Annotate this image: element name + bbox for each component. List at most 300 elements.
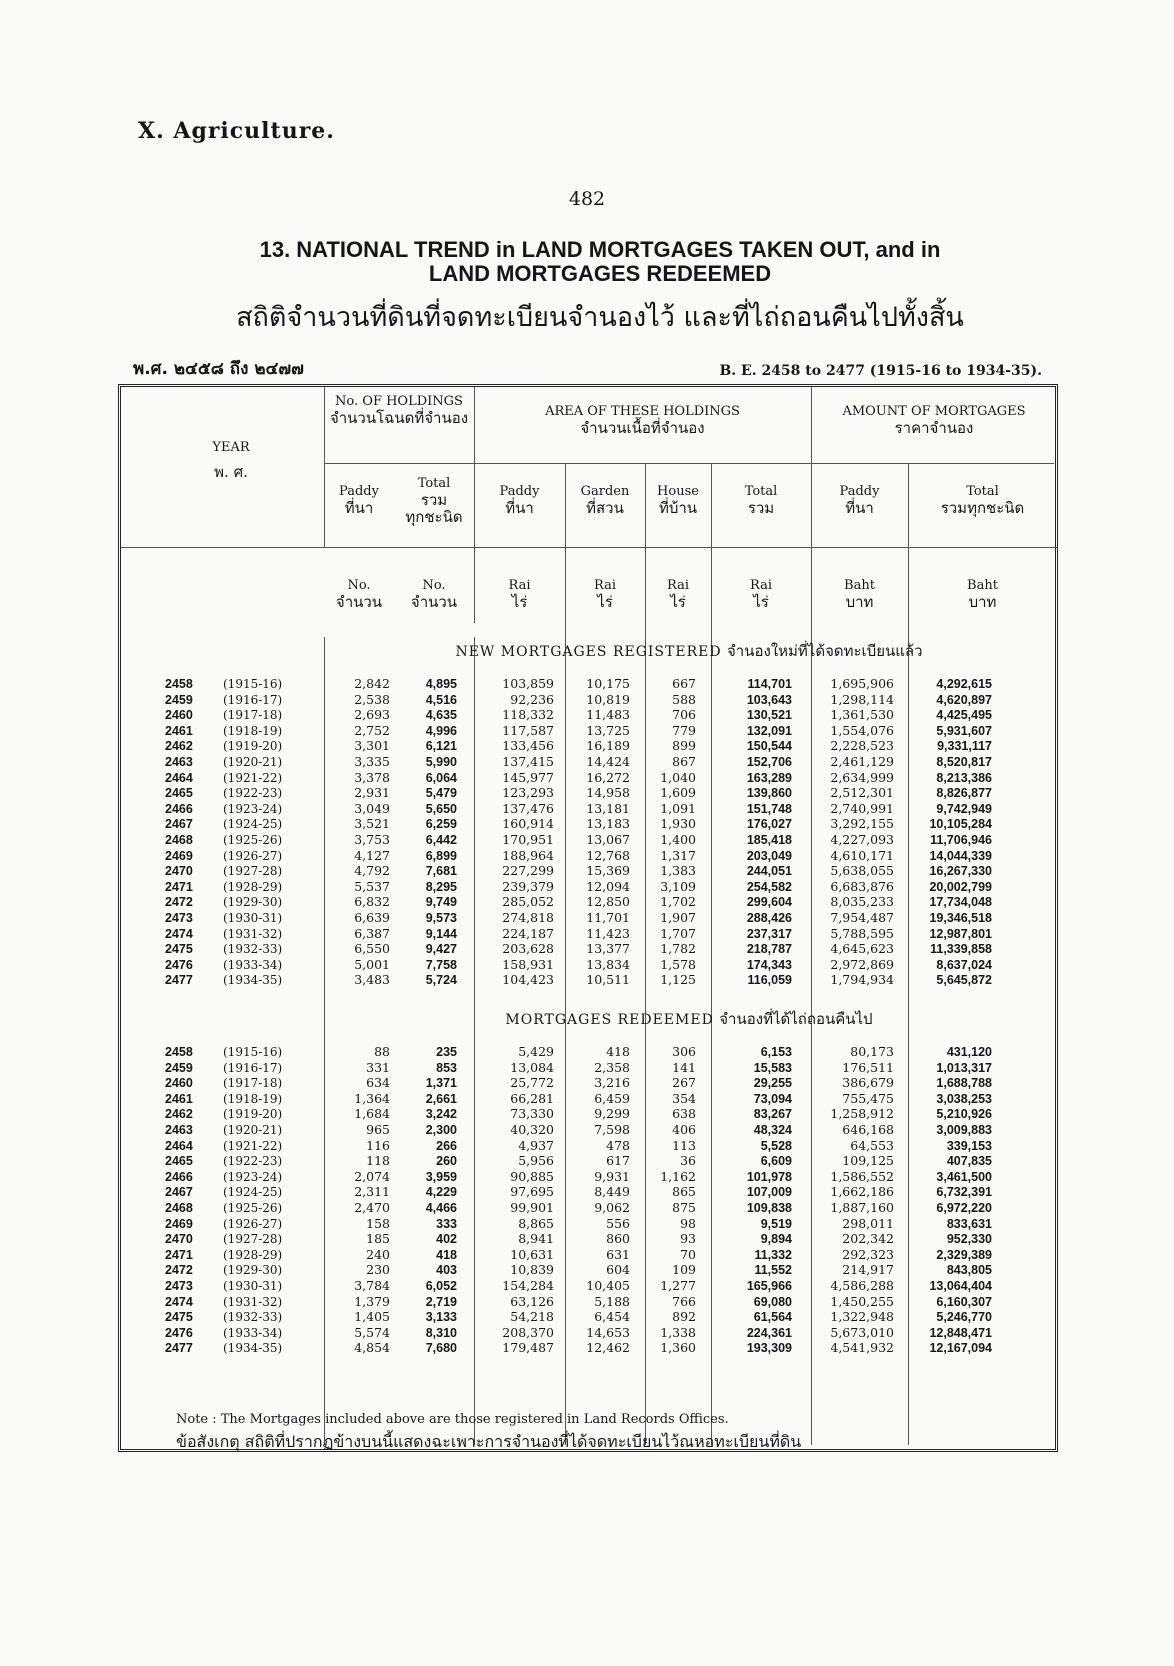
- table-row: [0, 770, 1060, 786]
- paddy-amount-cell: 1,662,186: [830, 1184, 894, 1200]
- paddy-area-cell: 137,476: [502, 800, 554, 816]
- total-holdings-cell: 8,310: [425, 1325, 457, 1340]
- paddy-holdings-cell: 230: [366, 1262, 390, 1278]
- year-be-cell: 2472: [165, 895, 193, 910]
- unit-paddy-baht: Baht บาท: [844, 578, 875, 611]
- house-area-cell: 1,609: [660, 785, 696, 801]
- paddy-holdings-cell: 6,550: [354, 941, 390, 957]
- paddy-amount-cell: 1,450,255: [830, 1293, 894, 1309]
- year-be-cell: 2472: [165, 1263, 193, 1278]
- garden-area-cell: 11,423: [586, 925, 630, 941]
- garden-area-cell: 9,062: [594, 1200, 630, 1215]
- paddy-amount-cell: 386,679: [842, 1075, 894, 1091]
- year-be-cell: 2458: [165, 1045, 193, 1059]
- paddy-holdings-cell: 6,387: [354, 925, 390, 941]
- total-amount-cell: 17,734,048: [929, 895, 992, 910]
- holdings-header: [324, 393, 474, 427]
- total-area-cell: 73,094: [753, 1091, 792, 1106]
- paddy-area-cell: 40,320: [510, 1122, 554, 1137]
- paddy-area-cell: 104,423: [502, 972, 554, 988]
- year-ce-cell: (1926-27): [223, 848, 283, 863]
- total-amount-cell: 12,167,094: [929, 1341, 992, 1356]
- total-amount-cell: 3,461,500: [936, 1169, 992, 1184]
- paddy-amount-cell: 176,511: [842, 1059, 894, 1075]
- total-holdings-cell: 6,052: [425, 1279, 457, 1293]
- house-area-cell: 1,782: [660, 941, 696, 957]
- garden-area-cell: 617: [606, 1153, 630, 1169]
- house-area-cell: 1,277: [660, 1278, 696, 1293]
- total-holdings-cell: 6,064: [425, 770, 457, 785]
- holdings-header-th: จำนวนโฉนดที่จำนอง: [329, 409, 469, 427]
- paddy-area-cell: 10,631: [510, 1246, 554, 1262]
- table-row: [0, 692, 1060, 708]
- total-area-cell: 101,978: [746, 1169, 792, 1184]
- total-area-cell: 174,343: [746, 957, 792, 972]
- table-row: [0, 1216, 1060, 1232]
- house-area-cell: 70: [680, 1246, 696, 1262]
- paddy-area-cell: 4,937: [518, 1137, 554, 1153]
- year-be-cell: 2460: [165, 1076, 193, 1091]
- total-area-cell: 83,267: [753, 1107, 792, 1122]
- house-area-cell: 1,162: [660, 1168, 696, 1184]
- total-area-cell: 151,748: [746, 801, 792, 816]
- house-area-cell: 306: [672, 1044, 696, 1059]
- paddy-holdings-cell: 2,074: [354, 1168, 390, 1184]
- table-row: [0, 723, 1060, 739]
- total-amount-cell: 12,848,471: [929, 1325, 992, 1340]
- paddy-amount-cell: 8,035,233: [830, 894, 894, 910]
- year-ce-cell: (1922-23): [223, 1154, 283, 1169]
- house-area-cell: 706: [672, 707, 696, 723]
- unit-house-rai: Rai ไร่: [667, 578, 689, 611]
- year-ce-cell: (1917-18): [223, 1076, 283, 1091]
- house-area-cell: 1,400: [660, 832, 696, 847]
- paddy-holdings-cell: 3,378: [354, 769, 390, 785]
- paddy-holdings-cell: 2,752: [354, 722, 390, 738]
- garden-area-cell: 604: [606, 1262, 630, 1278]
- year-be-cell: 2470: [165, 1232, 193, 1247]
- total-area-cell: 15,583: [753, 1060, 792, 1075]
- total-area-cell: 6,609: [760, 1154, 792, 1169]
- paddy-amount-cell: 1,695,906: [830, 676, 894, 691]
- paddy-area-cell: 224,187: [502, 925, 554, 941]
- paddy-holdings-cell: 6,639: [354, 910, 390, 925]
- total-holdings-cell: 4,516: [425, 692, 457, 707]
- house-area-cell: 892: [672, 1309, 696, 1325]
- paddy-holdings-cell: 158: [366, 1215, 390, 1231]
- table-row: [0, 1075, 1060, 1091]
- table-row: [0, 1231, 1060, 1247]
- house-area-cell: 1,707: [660, 925, 696, 941]
- year-be-cell: 2474: [165, 926, 193, 941]
- total-amount-cell: 9,331,117: [937, 739, 992, 754]
- table-row: [0, 738, 1060, 754]
- total-amount-cell: 16,267,330: [929, 864, 992, 879]
- paddy-area-cell: 170,951: [502, 832, 554, 847]
- garden-area-cell: 10,175: [586, 676, 630, 691]
- unit-paddy-rai: Rai ไร่: [508, 578, 531, 611]
- year-ce-cell: (1923-24): [223, 801, 283, 816]
- table-row: [0, 1262, 1060, 1278]
- amount-header-en: AMOUNT OF MORTGAGES: [842, 404, 1026, 419]
- year-be-cell: 2477: [165, 973, 193, 988]
- garden-area-cell: 14,653: [586, 1324, 630, 1340]
- paddy-area-cell: 274,818: [502, 910, 554, 925]
- paddy-amount-cell: 1,258,912: [830, 1106, 894, 1122]
- table-row: [0, 1294, 1060, 1310]
- table-row: [0, 863, 1060, 879]
- garden-area-cell: 12,768: [586, 847, 630, 863]
- area-header-en: AREA OF THESE HOLDINGS: [545, 404, 740, 419]
- table-row: [0, 676, 1060, 692]
- year-ce-cell: (1919-20): [223, 739, 283, 754]
- col-head-paddy-area: Paddy ที่นา: [499, 484, 540, 517]
- table-row: [0, 707, 1060, 723]
- house-area-cell: 766: [672, 1293, 696, 1309]
- subtitle-be: B. E. 2458 to 2477 (1915-16 to 1934-35).: [719, 363, 1042, 379]
- year-be-cell: 2463: [165, 755, 193, 769]
- paddy-area-cell: 179,487: [502, 1340, 554, 1356]
- total-amount-cell: 4,292,615: [936, 677, 992, 691]
- year-ce-cell: (1928-29): [223, 1247, 283, 1262]
- paddy-area-cell: 97,695: [510, 1184, 554, 1200]
- page-title: [150, 238, 1050, 286]
- house-area-cell: 638: [672, 1106, 696, 1122]
- paddy-amount-cell: 2,512,301: [830, 785, 894, 801]
- house-area-cell: 354: [672, 1090, 696, 1106]
- paddy-amount-cell: 64,553: [850, 1137, 894, 1153]
- total-amount-cell: 339,153: [946, 1138, 992, 1153]
- total-area-cell: 254,582: [746, 879, 792, 894]
- paddy-holdings-cell: 2,311: [354, 1184, 390, 1200]
- house-area-cell: 875: [672, 1200, 696, 1215]
- total-holdings-cell: 1,371: [425, 1076, 457, 1091]
- year-be-cell: 2467: [165, 817, 193, 832]
- year-ce-cell: (1933-34): [223, 1325, 283, 1340]
- total-area-cell: 224,361: [746, 1325, 792, 1340]
- total-holdings-cell: 9,573: [425, 911, 457, 925]
- paddy-holdings-cell: 3,753: [354, 832, 390, 847]
- paddy-holdings-cell: 2,693: [354, 707, 390, 723]
- garden-area-cell: 16,189: [586, 738, 630, 754]
- total-amount-cell: 11,339,858: [930, 942, 992, 957]
- paddy-area-cell: 188,964: [502, 847, 554, 863]
- total-amount-cell: 12,987,801: [929, 926, 992, 941]
- paddy-holdings-cell: 1,405: [354, 1309, 390, 1325]
- unit-total-no: No. จำนวน: [410, 578, 458, 611]
- paddy-area-cell: 123,293: [502, 785, 554, 801]
- year-header-th: พ. ศ.: [214, 463, 248, 481]
- house-area-cell: 406: [672, 1122, 696, 1137]
- paddy-holdings-cell: 185: [366, 1231, 390, 1247]
- year-ce-cell: (1932-33): [223, 1310, 283, 1325]
- house-area-cell: 1,360: [660, 1340, 696, 1356]
- year-ce-cell: (1918-19): [223, 1091, 283, 1106]
- total-area-cell: 11,332: [754, 1247, 792, 1262]
- garden-area-cell: 13,067: [586, 832, 630, 847]
- garden-area-cell: 7,598: [594, 1122, 630, 1137]
- table-row: [0, 1169, 1060, 1185]
- year-be-cell: 2474: [165, 1294, 193, 1309]
- total-amount-cell: 11,706,946: [930, 833, 992, 847]
- house-area-cell: 1,702: [660, 894, 696, 910]
- paddy-holdings-cell: 2,842: [354, 676, 390, 691]
- total-amount-cell: 431,120: [946, 1045, 992, 1059]
- year-be-cell: 2464: [165, 770, 193, 785]
- paddy-area-cell: 160,914: [502, 816, 554, 832]
- year-be-cell: 2459: [165, 1060, 193, 1075]
- garden-area-cell: 10,819: [586, 691, 630, 707]
- total-area-cell: 152,706: [746, 755, 792, 769]
- paddy-amount-cell: 1,322,948: [830, 1309, 894, 1325]
- paddy-holdings-cell: 965: [366, 1122, 390, 1137]
- col-head-total-no: Total รวม ทุกชะนิด: [405, 476, 463, 526]
- total-holdings-cell: 3,133: [425, 1310, 457, 1325]
- house-area-cell: 1,383: [660, 863, 696, 879]
- total-holdings-cell: 5,724: [425, 973, 457, 988]
- paddy-amount-cell: 2,634,999: [830, 769, 894, 785]
- year-ce-cell: (1915-16): [223, 677, 283, 691]
- year-be-cell: 2466: [165, 801, 193, 816]
- house-area-cell: 36: [680, 1153, 696, 1169]
- total-holdings-cell: 4,466: [425, 1201, 457, 1215]
- garden-area-cell: 478: [606, 1137, 630, 1153]
- total-holdings-cell: 9,427: [425, 942, 457, 957]
- table-row: [0, 957, 1060, 973]
- footnote: Note : The Mortgages included above are those registered in Land Records Offices.: [176, 1412, 729, 1427]
- total-area-cell: 185,418: [746, 833, 792, 847]
- total-area-cell: 218,787: [746, 942, 792, 957]
- total-holdings-cell: 4,895: [425, 677, 457, 691]
- col-head-paddy-amount: Paddy ที่นา: [839, 484, 880, 517]
- total-amount-cell: 952,330: [946, 1232, 992, 1247]
- year-be-cell: 2467: [165, 1185, 193, 1200]
- total-amount-cell: 3,009,883: [936, 1123, 992, 1137]
- year-ce-cell: (1930-31): [223, 1279, 283, 1293]
- garden-area-cell: 12,094: [586, 878, 630, 894]
- col-head-house: House ที่บ้าน: [657, 484, 699, 517]
- paddy-holdings-cell: 3,483: [354, 972, 390, 988]
- year-ce-cell: (1933-34): [223, 957, 283, 972]
- paddy-area-cell: 54,218: [510, 1309, 554, 1325]
- year-ce-cell: (1915-16): [223, 1045, 283, 1059]
- table-row: [0, 1325, 1060, 1341]
- paddy-area-cell: 285,052: [502, 894, 554, 910]
- paddy-area-cell: 154,284: [502, 1278, 554, 1293]
- total-area-cell: 288,426: [746, 911, 792, 925]
- year-be-cell: 2468: [165, 1201, 193, 1215]
- total-holdings-cell: 333: [436, 1216, 457, 1231]
- house-area-cell: 667: [672, 676, 696, 691]
- total-holdings-cell: 7,758: [425, 957, 457, 972]
- total-holdings-cell: 7,680: [425, 1341, 457, 1356]
- paddy-amount-cell: 7,954,487: [830, 910, 894, 925]
- total-amount-cell: 14,044,339: [929, 848, 992, 863]
- total-amount-cell: 8,826,877: [936, 786, 992, 801]
- garden-area-cell: 6,454: [594, 1309, 630, 1325]
- area-header-th: จำนวนเนื้อที่จำนอง: [580, 419, 705, 437]
- paddy-area-cell: 66,281: [510, 1090, 554, 1106]
- total-area-cell: 107,009: [746, 1185, 792, 1200]
- year-ce-cell: (1925-26): [223, 1201, 283, 1215]
- year-be-cell: 2469: [165, 1216, 193, 1231]
- garden-area-cell: 3,216: [594, 1075, 630, 1091]
- garden-area-cell: 16,272: [586, 769, 630, 785]
- table-row: [0, 1247, 1060, 1263]
- total-area-cell: 114,701: [747, 677, 792, 691]
- table-row: [0, 879, 1060, 895]
- paddy-holdings-cell: 331: [366, 1059, 390, 1075]
- total-area-cell: 176,027: [746, 817, 792, 832]
- year-ce-cell: (1927-28): [223, 1232, 283, 1247]
- year-be-cell: 2476: [165, 957, 193, 972]
- house-area-cell: 1,930: [660, 816, 696, 832]
- garden-area-cell: 9,299: [594, 1106, 630, 1122]
- unit-paddy-no: No. จำนวน: [335, 578, 383, 611]
- amount-header: [811, 403, 1057, 437]
- table-row: [0, 1044, 1060, 1060]
- paddy-area-cell: 208,370: [502, 1324, 554, 1340]
- paddy-area-cell: 5,429: [518, 1044, 554, 1059]
- year-be-cell: 2475: [165, 1310, 193, 1325]
- paddy-holdings-cell: 1,684: [354, 1106, 390, 1122]
- paddy-amount-cell: 1,298,114: [830, 691, 894, 707]
- paddy-holdings-cell: 2,931: [354, 785, 390, 801]
- total-holdings-cell: 3,242: [425, 1107, 457, 1122]
- table-row: [0, 1122, 1060, 1138]
- year-be-cell: 2473: [165, 911, 193, 925]
- house-area-cell: 113: [672, 1137, 696, 1153]
- total-amount-cell: 20,002,799: [929, 879, 992, 894]
- paddy-holdings-cell: 3,335: [354, 754, 390, 769]
- garden-area-cell: 15,369: [586, 863, 630, 879]
- paddy-area-cell: 239,379: [502, 878, 554, 894]
- garden-area-cell: 11,483: [586, 707, 630, 723]
- paddy-amount-cell: 2,228,523: [830, 738, 894, 754]
- total-holdings-cell: 8,295: [425, 879, 457, 894]
- house-area-cell: 1,907: [660, 910, 696, 925]
- total-area-cell: 9,519: [760, 1216, 792, 1231]
- total-holdings-cell: 2,719: [425, 1294, 457, 1309]
- paddy-amount-cell: 1,554,076: [830, 722, 894, 738]
- total-holdings-cell: 9,749: [425, 895, 457, 910]
- table-row: [0, 754, 1060, 770]
- house-area-cell: 1,040: [660, 769, 696, 785]
- paddy-amount-cell: 4,645,623: [830, 941, 894, 957]
- paddy-area-cell: 227,299: [502, 863, 554, 879]
- total-amount-cell: 5,246,770: [936, 1310, 992, 1325]
- year-be-cell: 2470: [165, 864, 193, 879]
- paddy-holdings-cell: 4,854: [354, 1340, 390, 1356]
- paddy-amount-cell: 4,541,932: [830, 1340, 894, 1356]
- table-row: [0, 832, 1060, 848]
- table-row: [0, 1278, 1060, 1294]
- total-amount-cell: 833,631: [946, 1216, 992, 1231]
- total-amount-cell: 8,520,817: [936, 755, 992, 769]
- total-area-cell: 9,894: [760, 1232, 792, 1247]
- house-area-cell: 3,109: [660, 878, 696, 894]
- paddy-area-cell: 5,956: [518, 1153, 554, 1169]
- garden-area-cell: 12,850: [586, 894, 630, 910]
- redeemed-banner: MORTGAGES REDEEMED จำนองที่ได้ไถ่ถอนคืนไป: [505, 1010, 873, 1028]
- table-row: [0, 801, 1060, 817]
- house-area-cell: 1,338: [660, 1324, 696, 1340]
- total-holdings-cell: 6,259: [425, 817, 457, 832]
- total-area-cell: 132,091: [746, 723, 792, 738]
- year-be-cell: 2462: [165, 739, 193, 754]
- total-holdings-cell: 7,681: [425, 864, 457, 879]
- total-holdings-cell: 402: [436, 1232, 457, 1247]
- year-ce-cell: (1934-35): [223, 973, 283, 988]
- paddy-area-cell: 8,941: [518, 1231, 554, 1247]
- total-holdings-cell: 6,899: [425, 848, 457, 863]
- total-holdings-cell: 9,144: [425, 926, 457, 941]
- paddy-amount-cell: 202,342: [842, 1231, 894, 1247]
- paddy-area-cell: 92,236: [510, 691, 554, 707]
- paddy-holdings-cell: 4,792: [354, 863, 390, 879]
- garden-area-cell: 14,958: [586, 785, 630, 801]
- paddy-holdings-cell: 4,127: [354, 847, 390, 863]
- total-amount-cell: 843,805: [946, 1263, 992, 1278]
- year-be-cell: 2469: [165, 848, 193, 863]
- total-amount-cell: 407,835: [946, 1154, 992, 1169]
- paddy-area-cell: 117,587: [502, 722, 554, 738]
- house-area-cell: 779: [672, 722, 696, 738]
- total-amount-cell: 3,038,253: [936, 1091, 992, 1106]
- total-area-cell: 237,317: [746, 926, 792, 941]
- table-row: [0, 1309, 1060, 1325]
- total-area-cell: 69,080: [753, 1294, 792, 1309]
- year-be-cell: 2477: [165, 1341, 193, 1356]
- year-ce-cell: (1921-22): [223, 1138, 283, 1153]
- table-row: [0, 941, 1060, 957]
- total-area-cell: 103,643: [746, 692, 792, 707]
- table-row: [0, 910, 1060, 926]
- year-be-cell: 2460: [165, 708, 193, 723]
- total-amount-cell: 10,105,284: [929, 817, 992, 832]
- year-ce-cell: (1919-20): [223, 1107, 283, 1122]
- table-row: [0, 848, 1060, 864]
- house-area-cell: 267: [672, 1075, 696, 1091]
- year-be-cell: 2476: [165, 1325, 193, 1340]
- house-area-cell: 1,125: [660, 972, 696, 988]
- garden-area-cell: 13,725: [586, 722, 630, 738]
- title-line-1: 13. NATIONAL TREND in LAND MORTGAGES TAKEN OUT, and in: [259, 237, 941, 262]
- year-ce-cell: (1923-24): [223, 1169, 283, 1184]
- total-amount-cell: 1,688,788: [936, 1076, 992, 1091]
- title-thai: สถิติจำนวนที่ดินที่จดทะเบียนจำนองไว้ และที่ไถ่ถอนคืนไปทั้งสิ้น: [236, 302, 964, 333]
- year-be-cell: 2468: [165, 833, 193, 847]
- paddy-holdings-cell: 88: [374, 1044, 390, 1059]
- garden-area-cell: 10,405: [586, 1278, 630, 1293]
- paddy-area-cell: 13,084: [510, 1059, 554, 1075]
- total-holdings-cell: 4,229: [425, 1185, 457, 1200]
- paddy-amount-cell: 755,475: [842, 1090, 894, 1106]
- total-holdings-cell: 235: [436, 1045, 457, 1059]
- year-be-cell: 2459: [165, 692, 193, 707]
- year-ce-cell: (1932-33): [223, 942, 283, 957]
- table-row: [0, 1060, 1060, 1076]
- year-ce-cell: (1921-22): [223, 770, 283, 785]
- paddy-area-cell: 118,332: [502, 707, 554, 723]
- paddy-amount-cell: 109,125: [842, 1153, 894, 1169]
- total-holdings-cell: 5,650: [425, 801, 457, 816]
- total-holdings-cell: 853: [436, 1060, 457, 1075]
- paddy-amount-cell: 3,292,155: [830, 816, 894, 832]
- paddy-area-cell: 158,931: [502, 956, 554, 972]
- holdings-header-en: No. OF HOLDINGS: [335, 394, 463, 409]
- paddy-holdings-cell: 5,001: [354, 956, 390, 972]
